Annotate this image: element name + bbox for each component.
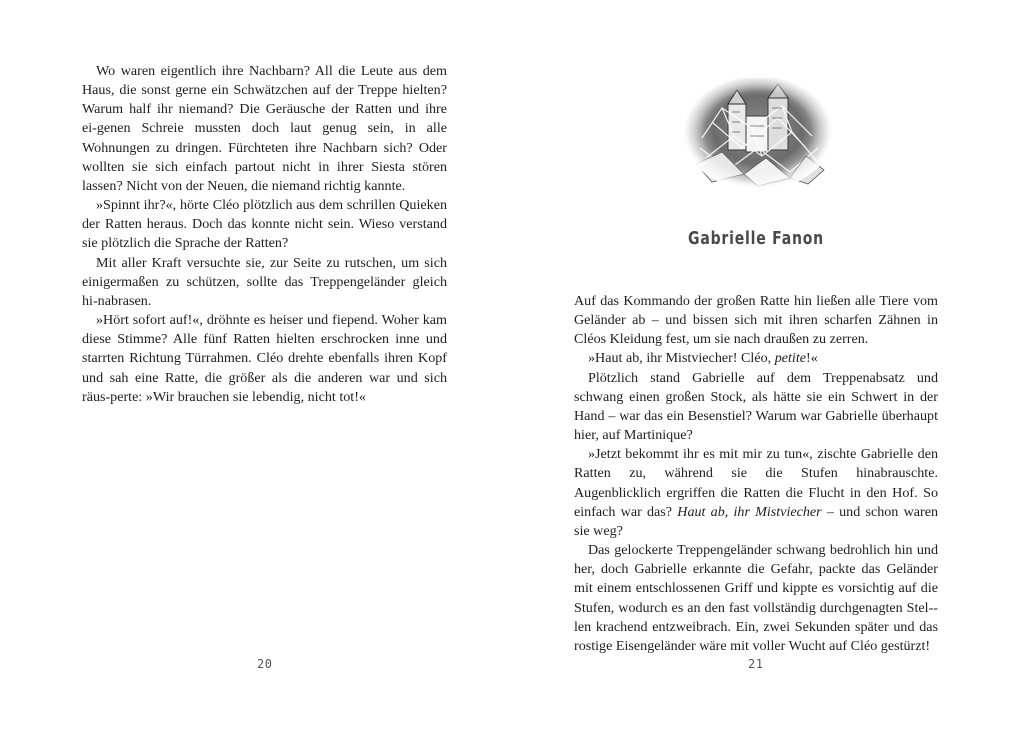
- page-number: 20: [257, 657, 273, 671]
- paragraph: Mit aller Kraft versuchte sie, zur Seite zu rutschen, um sich einigermaßen zu schützen, sollte das Treppengeländer gleich hi-nabrasen.: [82, 254, 447, 309]
- paragraph: Das gelockerte Treppengeländer schwang bedrohlich hin und her, doch Gabrielle erkannte die Gefahr, packte das Geländer mit einem entschlossenen Griff und kippte es vorsichtig auf die Stufen, wodurch es an den fast vollständig durchgenagten Stel-len krachend entzweibrach. Ein, zwei Sekunden später und das rostige Eisengeländer wäre mit voller Wucht auf Cléo gestürzt!: [574, 542, 938, 654]
- paragraph: [574, 445, 938, 541]
- paragraph: [574, 349, 938, 368]
- right-page-text: [574, 292, 938, 656]
- italic-text: petite: [774, 350, 807, 367]
- paragraph: Auf das Kommando der großen Ratte hin ließen alle Tiere vom Geländer ab – und bissen sich mit ihren scharfen Zähnen in Cléos Kleidung fest, um sie nach draußen zu zerren.: [574, 293, 938, 348]
- italic-text: Haut ab, ihr Mistviecher: [677, 503, 822, 520]
- text-run: »Haut ab, ihr Mistviecher! Cléo,: [588, 350, 775, 367]
- paragraph: »Spinnt ihr?«, hörte Cléo plötzlich aus dem schrillen Quieken der Ratten heraus. Doch das konnte nicht sein. Wieso verstand sie plötzlich die Sprache der Ratten?: [82, 197, 447, 252]
- paragraph: Wo waren eigentlich ihre Nachbarn? All die Leute aus dem Haus, die sonst gerne ein Schwätzchen auf der Treppe hielten? Warum half ihr niemand? Die Geräusche der Ratten und ihre ei-genen Schreie mussten doch laut genug sein, in alle Wohnungen zu dringen. Fürchteten ihre Nachbarn sich? Oder wollten sie sich einfach partout nicht in ihrer Siesta stören lassen? Nicht von der Neuen, die niemand richtig kannte.: [82, 63, 447, 194]
- page-number: 21: [748, 657, 764, 671]
- paragraph: Plötzlich stand Gabrielle auf dem Treppenabsatz und schwang einen großen Stock, als hätte sie ein Schwert in der Hand – war das ein Besenstiel? Warum war Gabrielle überhaupt hier, auf Martinique?: [574, 369, 938, 444]
- text-run: »Jetzt bekommt ihr es mit mir zu tun«, zischte Gabrielle den Ratten zu, während sie die Stufen hinabrauschte. Augenblicklich ergriffen die Ratten die Flucht in den Hof. So einfach war das?: [574, 446, 938, 520]
- castle-illustration: [682, 78, 834, 190]
- right-page: [510, 0, 1020, 738]
- left-page-text: [82, 62, 447, 407]
- chapter-title: Gabrielle Fanon: [688, 228, 824, 249]
- text-run: – und schon waren sie weg?: [574, 503, 938, 539]
- paragraph: »Hört sofort auf!«, dröhnte es heiser und fiepend. Woher kam diese Stimme? Alle fünf Ratten hielten erschrocken inne und starrten Richtung Türrahmen. Cléo drehte ebenfalls ihren Kopf und sah eine Ratte, die größer als die anderen war und sich räus-perte: »Wir brauchen sie lebendig, nicht tot!«: [82, 312, 447, 405]
- text-run: !«: [806, 350, 818, 367]
